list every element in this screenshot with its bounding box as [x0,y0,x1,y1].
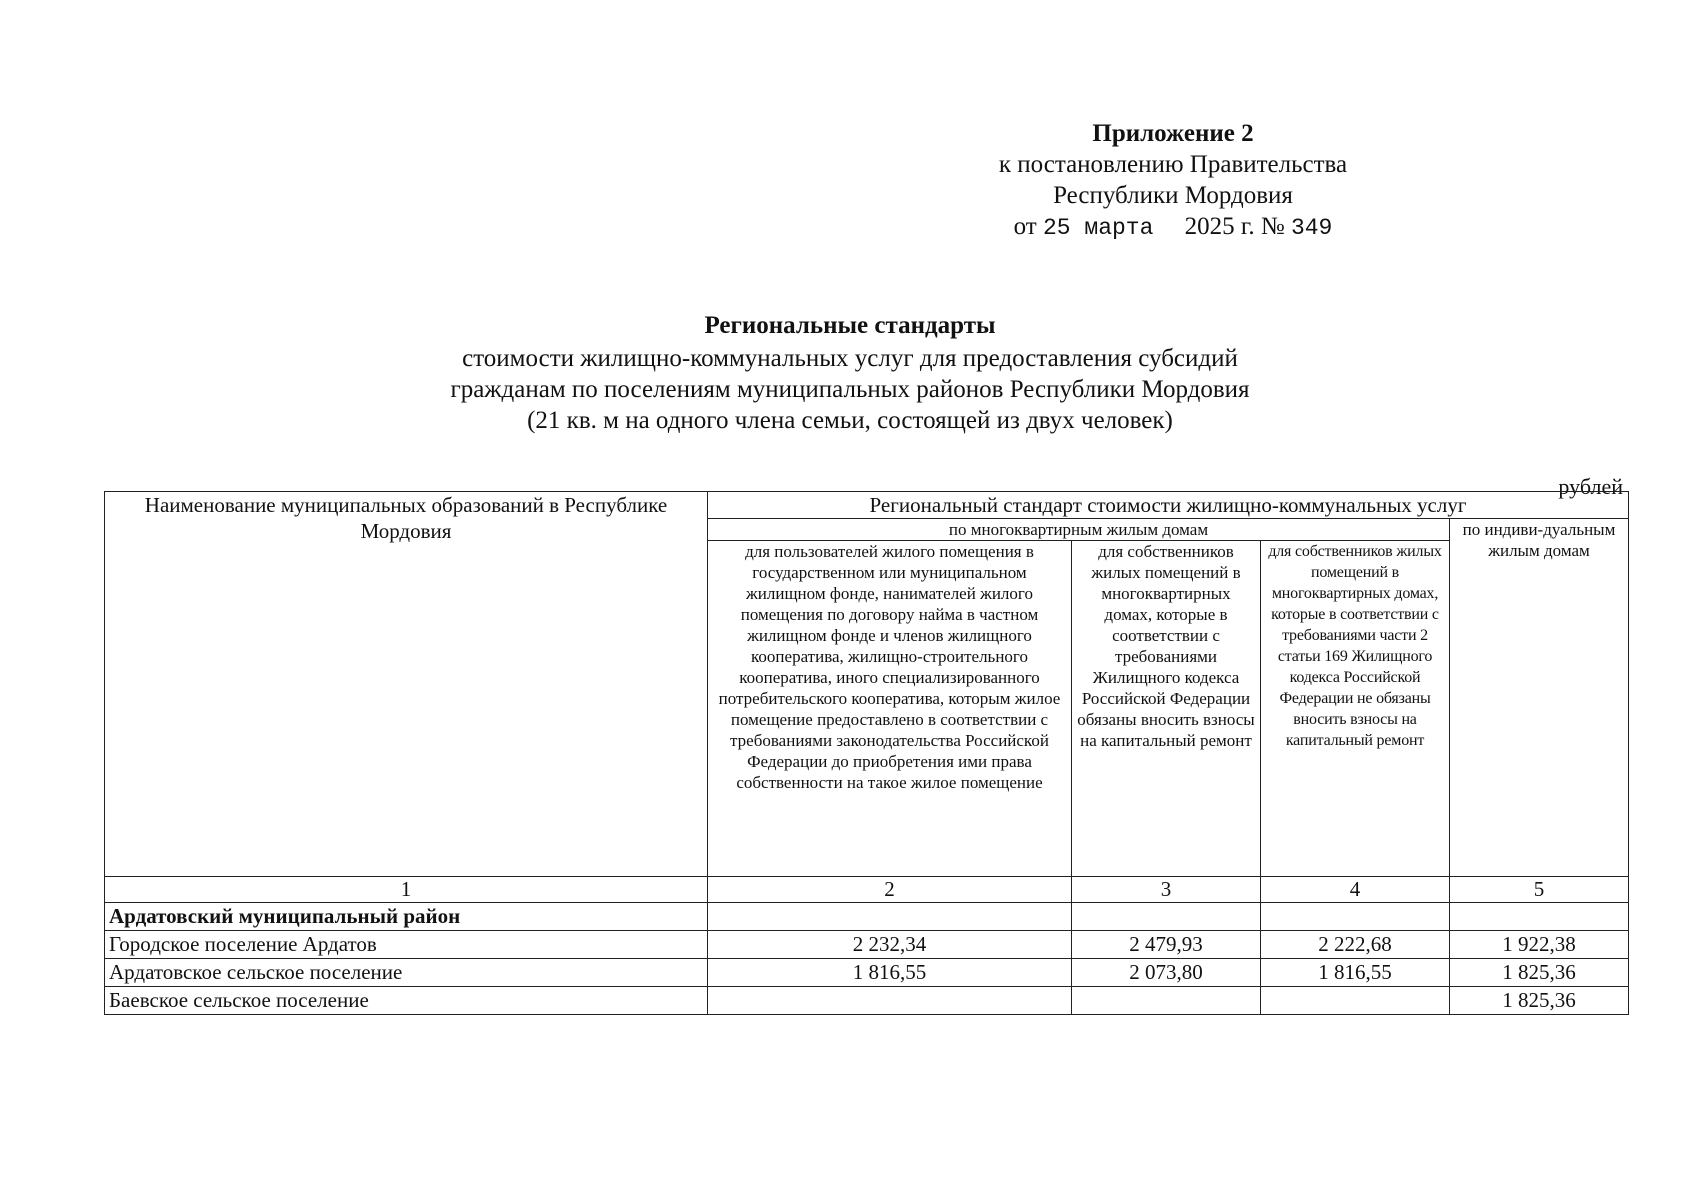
header-name-col: Наименование муниципальных образований в Республике Мордовия [105,492,708,877]
header-col3-desc: для собственников жилых помещений в многоквартирных домах, которые в соответствии с требованиями Жилищного кодекса Российской Федерации обязаны вносить взносы на капитальный ремонт [1072,541,1261,877]
date-year: 2025 г. № [1184,213,1285,240]
row-value-col5 [1450,903,1629,931]
row-name: Городское поселение Ардатов [105,931,708,959]
row-name: Ардатовское сельское поселение [105,959,708,987]
appendix-line-1: к постановлению Правительства [998,151,1348,178]
document-title [300,310,1400,436]
header-col2-desc: для пользователей жилого помещения в государственном или муниципальном жилищном фонде, нанимателей жилого помещения по договору найма в частном жилищном фонде и членов жилищного кооператива, жилищно-строительного кооператива, иного специализированного потребительского кооператива, которым жилое помещение предоставлено в соответствии с требованиями законодательства Российской Федерации до приобретения ими права собственности на такое жилое помещение [708,541,1072,877]
header-individual-houses: по индиви-дуальным жилым домам [1450,519,1629,877]
row-value-col2 [708,903,1072,931]
header-row-1 [105,492,1629,519]
date-prefix: от [1013,213,1037,240]
appendix-block [963,118,1383,244]
row-name: Баевское сельское поселение [105,987,708,1015]
table-row [105,959,1629,987]
standards-table [104,491,1629,1015]
appendix-line-2: Республики Мордовия [1053,182,1293,209]
header-col4-desc: для собственников жилых помещений в многоквартирных домах, которые в соответствии с требованиями части 2 статьи 169 Жилищного кодекса Российской Федерации не обязаны вносить взносы на капитальный ремонт [1261,541,1450,877]
row-value-col3: 2 479,93 [1072,931,1261,959]
table-row [105,987,1629,1015]
appendix-title: Приложение 2 [1092,120,1254,147]
title-line-2: гражданам по поселениям муниципальных районов Республики Мордовия [450,376,1250,403]
row-value-col3: 2 073,80 [1072,959,1261,987]
col-number: 3 [1072,877,1261,903]
row-value-col5: 1 825,36 [1450,987,1629,1015]
row-value-col4: 1 816,55 [1261,959,1450,987]
col-number: 5 [1450,877,1629,903]
units-label: рублей [1558,474,1623,499]
row-name: Ардатовский муниципальный район [105,903,708,931]
table-row [105,903,1629,931]
col-number: 2 [708,877,1072,903]
row-value-col4 [1261,903,1450,931]
row-value-col2: 1 816,55 [708,959,1072,987]
row-value-col5: 1 922,38 [1450,931,1629,959]
row-value-col3 [1072,903,1261,931]
title-line-3: (21 кв. м на одного члена семьи, состоящей из двух человек) [527,407,1173,434]
title-main: Региональные стандарты [704,312,996,339]
decree-number: 349 [1290,215,1333,241]
col-number: 4 [1261,877,1450,903]
row-value-col2: 2 232,34 [708,931,1072,959]
appendix-date [963,211,1383,244]
row-value-col5: 1 825,36 [1450,959,1629,987]
header-regional-standard: Региональный стандарт стоимости жилищно-коммунальных услуг [708,492,1629,519]
row-value-col3 [1072,987,1261,1015]
row-value-col4: 2 222,68 [1261,931,1450,959]
column-numbers-row [105,877,1629,903]
header-apartment-buildings: по многоквартирным жилым домам [708,519,1450,541]
row-value-col4 [1261,987,1450,1015]
date-day-month: 25 марта [1042,215,1154,241]
table-row [105,931,1629,959]
col-number: 1 [105,877,708,903]
row-value-col2 [708,987,1072,1015]
title-line-1: стоимости жилищно-коммунальных услуг для предоставления субсидий [462,345,1238,372]
